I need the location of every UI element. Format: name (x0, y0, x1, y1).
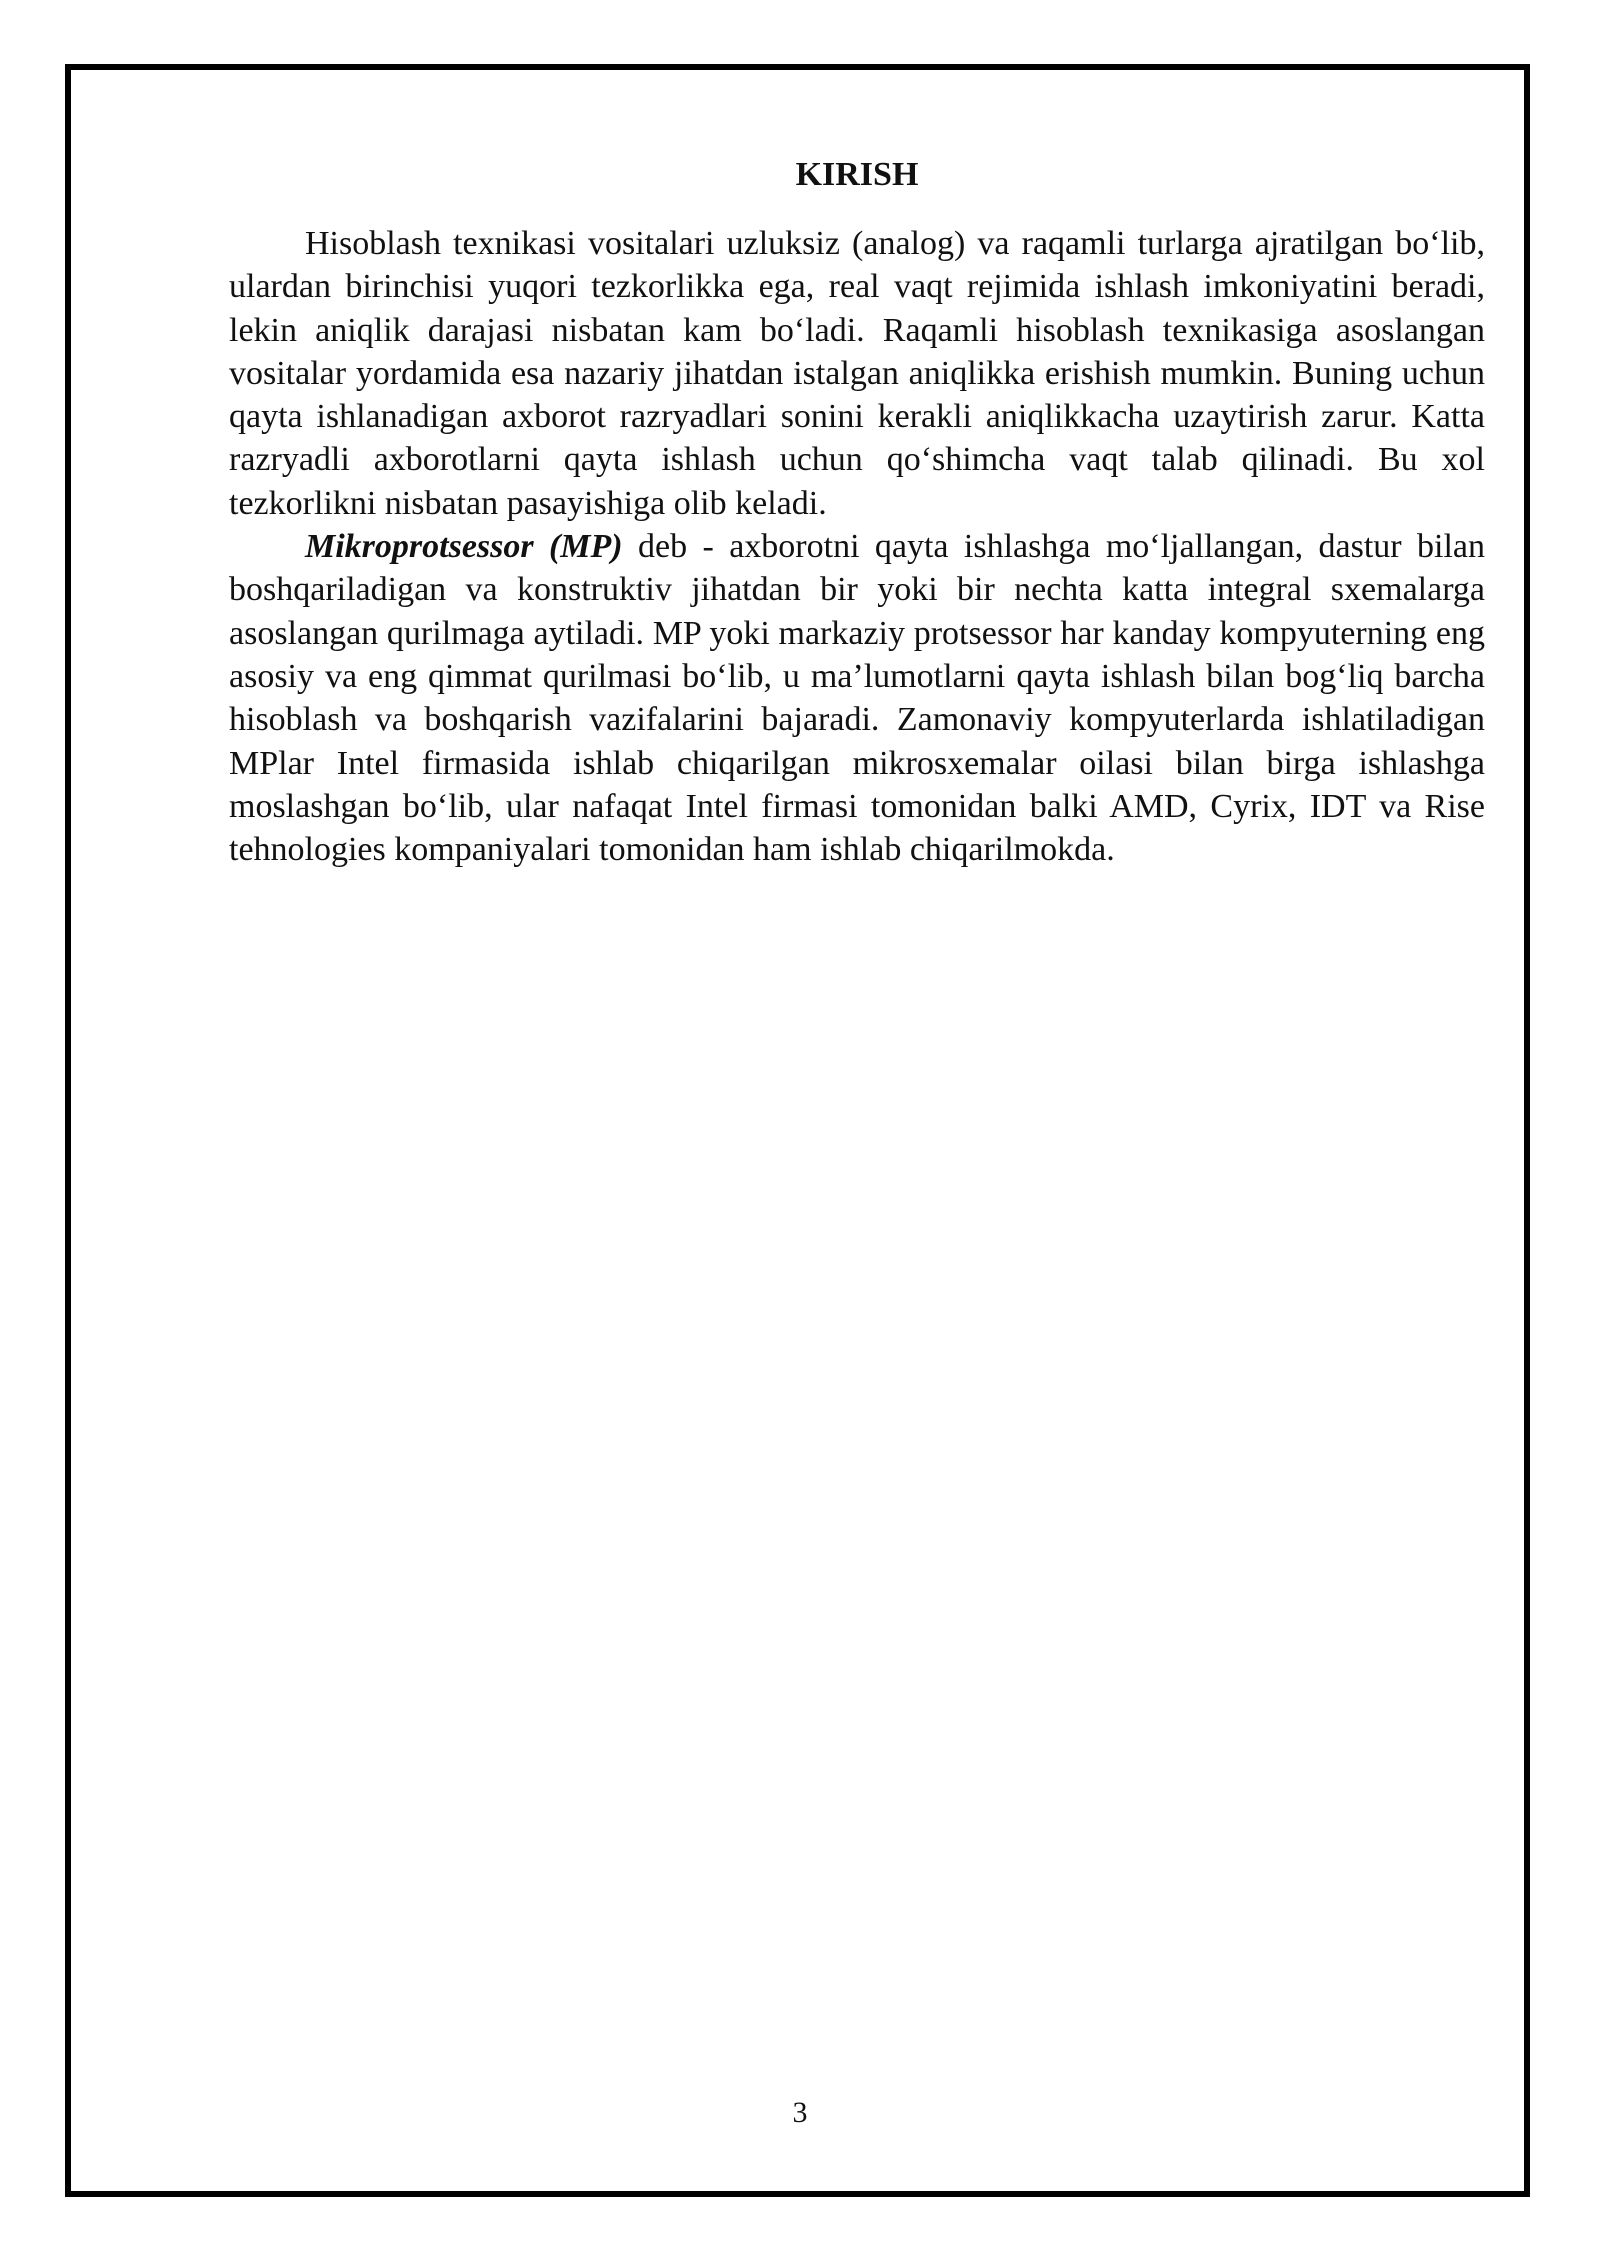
paragraph-microprocessor-text: deb - axborotni qayta ishlashga mo‘ljallangan, dastur bilan boshqariladigan va konstruktiv jihatdan bir yoki bir nechta katta integral sxemalarga asoslangan qurilmaga aytiladi. MP yoki markaziy protsessor har kanday kompyuterning eng asosiy va eng qimmat qurilmasi bo‘lib, u ma’lumotlarni qayta ishlash bilan bog‘liq barcha hisoblash va boshqarish vazifalarini bajaradi. Zamonaviy kompyuterlarda ishlatiladigan MPlar Intel firmasida ishlab chiqarilgan mikrosxemalar oilasi bilan birga ishlashga moslashgan bo‘lib, ular nafaqat Intel firmasi tomonidan balki AMD, Cyrix, IDT va Rise tehnologies kompaniyalari tomonidan ham ishlab chiqarilmokda. (229, 528, 1485, 869)
page-title: KIRISH (795, 156, 919, 193)
paragraph-intro: Hisoblash texnikasi vositalari uzluksiz (analog) va raqamli turlarga ajratilgan bo‘lib, ulardan birinchisi yuqori tezkorlikka ega, real vaqt rejimida ishlash imkoniyatini beradi, lekin aniqlik darajasi nisbatan kam bo‘ladi. Raqamli hisoblash texnikasiga asoslangan vositalar yordamida esa nazariy jihatdan istalgan aniqlikka erishish mumkin. Buning uchun qayta ishlanadigan axborot razryadlari sonini kerakli aniqlikkacha uzaytirish zarur. Katta razryadli axborotlarni qayta ishlash uchun qo‘shimcha vaqt talab qilinadi. Bu xol tezkorlikni nisbatan pasayishiga olib keladi. (229, 225, 1485, 522)
term-microprocessor: Mikroprotsessor (MP) (305, 528, 623, 566)
page-number: 3 (792, 2096, 808, 2129)
document-body (229, 148, 1485, 871)
paragraph-microprocessor (229, 525, 1485, 871)
